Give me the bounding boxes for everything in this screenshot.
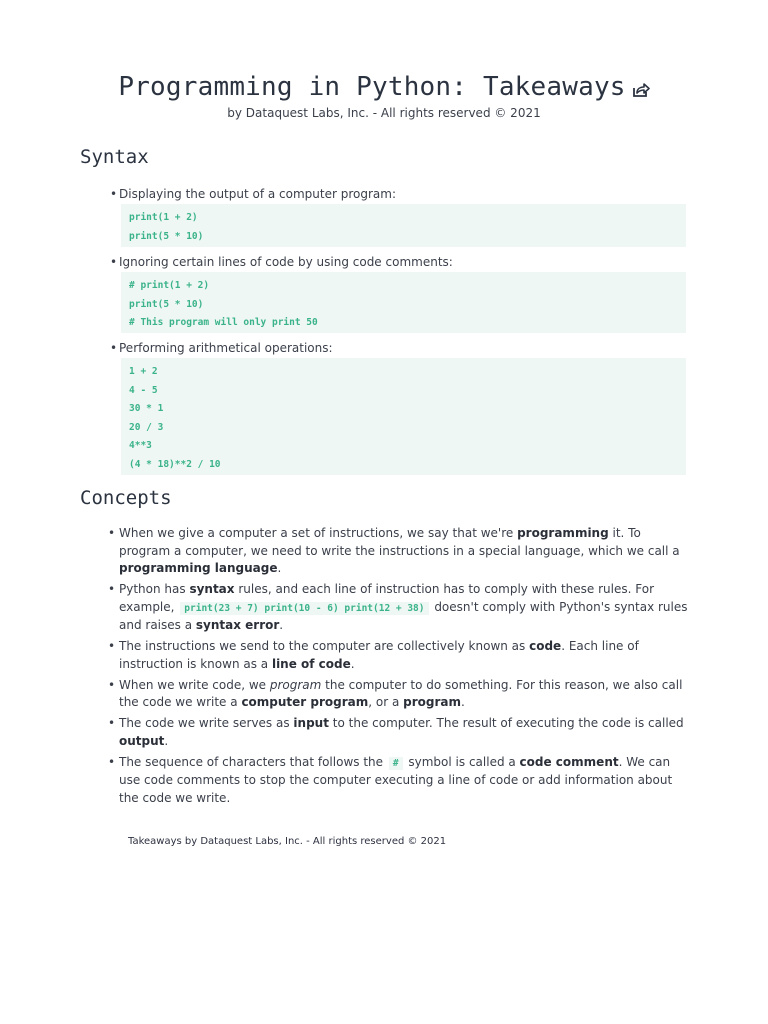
concept-text: The code we write serves as bbox=[119, 716, 294, 730]
concepts-list bbox=[106, 525, 691, 811]
concept-text: The instructions we send to the computer are collectively known as bbox=[119, 639, 530, 653]
code-line: 4 - 5 bbox=[129, 384, 158, 396]
code-block bbox=[121, 358, 686, 475]
bullet-icon: • bbox=[108, 754, 116, 769]
section-heading-syntax: Syntax bbox=[80, 146, 149, 168]
bold-term: programming language bbox=[119, 561, 278, 575]
concept-text: . We can use code comments to stop the computer executing a line of code or add information about the code we write. bbox=[119, 754, 673, 805]
bold-term: input bbox=[293, 716, 329, 730]
code-line: 4**3 bbox=[129, 440, 152, 452]
concept-text: to the computer. The result of executing the code is called bbox=[328, 716, 684, 730]
bold-term: syntax error bbox=[195, 618, 280, 632]
bullet-icon: • bbox=[108, 582, 116, 596]
code-line: print(5 * 10) bbox=[129, 230, 204, 242]
bold-term: code bbox=[529, 639, 562, 653]
share-icon[interactable] bbox=[632, 75, 650, 105]
code-line: # print(1 + 2) bbox=[129, 280, 210, 291]
bullet-icon: • bbox=[110, 341, 118, 355]
concept-text: it. To program a computer, we need to write the instructions in a special language, which we call a bbox=[119, 526, 680, 558]
concept-text: The sequence of characters that follows the bbox=[119, 754, 387, 769]
bullet-icon: • bbox=[108, 677, 116, 692]
concept-text: , or a bbox=[368, 695, 404, 709]
concept-text: . bbox=[350, 656, 355, 671]
concept-text: doesn't comply with Python's syntax rules and raises a bbox=[119, 599, 688, 632]
code-line: 20 / 3 bbox=[129, 421, 164, 433]
concept-text: Python has bbox=[119, 582, 190, 596]
bullet-icon: • bbox=[108, 716, 116, 730]
concept-text: symbol is called a bbox=[404, 754, 520, 769]
code-line: (4 * 18)**2 / 10 bbox=[129, 458, 221, 470]
bold-term: programming bbox=[517, 526, 609, 540]
bold-term: program bbox=[403, 695, 462, 709]
page-title-row bbox=[0, 72, 768, 105]
code-line: print(5 * 10) bbox=[129, 298, 204, 310]
bold-term: syntax bbox=[189, 582, 235, 596]
bold-term: output bbox=[119, 733, 165, 748]
bold-term: computer program bbox=[241, 695, 369, 709]
code-block bbox=[121, 272, 686, 333]
syntax-item-label: Ignoring certain lines of code by using code comments: bbox=[119, 255, 453, 269]
concept-text: rules, and each line of instruction has to comply with these rules. For example, bbox=[119, 582, 654, 614]
concept-item bbox=[106, 638, 691, 673]
concept-text: the computer to do something. For this reason, we also call the code we write a bbox=[119, 677, 683, 709]
code-line: # This program will only print 50 bbox=[129, 317, 318, 329]
concept-text: When we give a computer a set of instructions, we say that we're bbox=[119, 526, 518, 540]
concept-text: . bbox=[277, 561, 282, 575]
bullet-icon: • bbox=[110, 255, 118, 269]
concept-text: . bbox=[461, 695, 465, 709]
inline-code: # bbox=[389, 757, 403, 770]
code-line: 30 * 1 bbox=[129, 403, 164, 415]
inline-code: print(23 + 7) print(10 - 6) print(12 + 38) bbox=[180, 602, 428, 615]
bold-term: code comment bbox=[519, 754, 619, 769]
concept-text: . bbox=[164, 733, 169, 748]
syntax-item-label: Performing arithmetical operations: bbox=[119, 341, 333, 355]
concept-text: When we write code, we bbox=[119, 677, 270, 692]
code-line: print(1 + 2) bbox=[129, 212, 198, 223]
concept-item bbox=[106, 525, 691, 578]
code-line: 1 + 2 bbox=[129, 366, 158, 377]
bold-term: line of code bbox=[271, 656, 351, 671]
bullet-icon: • bbox=[108, 639, 116, 653]
concept-text: . bbox=[279, 618, 284, 632]
concept-item bbox=[106, 754, 691, 808]
syntax-item-label: Displaying the output of a computer program: bbox=[119, 187, 397, 201]
footer-text: Takeaways by Dataquest Labs, Inc. - All rights reserved © 2021 bbox=[128, 836, 447, 847]
concept-item bbox=[106, 715, 691, 750]
bullet-icon: • bbox=[108, 526, 116, 540]
section-heading-concepts: Concepts bbox=[80, 487, 172, 509]
italic-term: program bbox=[269, 677, 322, 692]
page-title: Programming in Python: Takeaways bbox=[118, 72, 626, 102]
concept-item bbox=[106, 581, 691, 635]
code-block bbox=[121, 204, 686, 247]
concept-item bbox=[106, 677, 691, 712]
byline: by Dataquest Labs, Inc. - All rights reserved © 2021 bbox=[227, 106, 541, 120]
concept-text: . Each line of instruction is known as a bbox=[119, 639, 639, 671]
bullet-icon: • bbox=[110, 187, 118, 201]
